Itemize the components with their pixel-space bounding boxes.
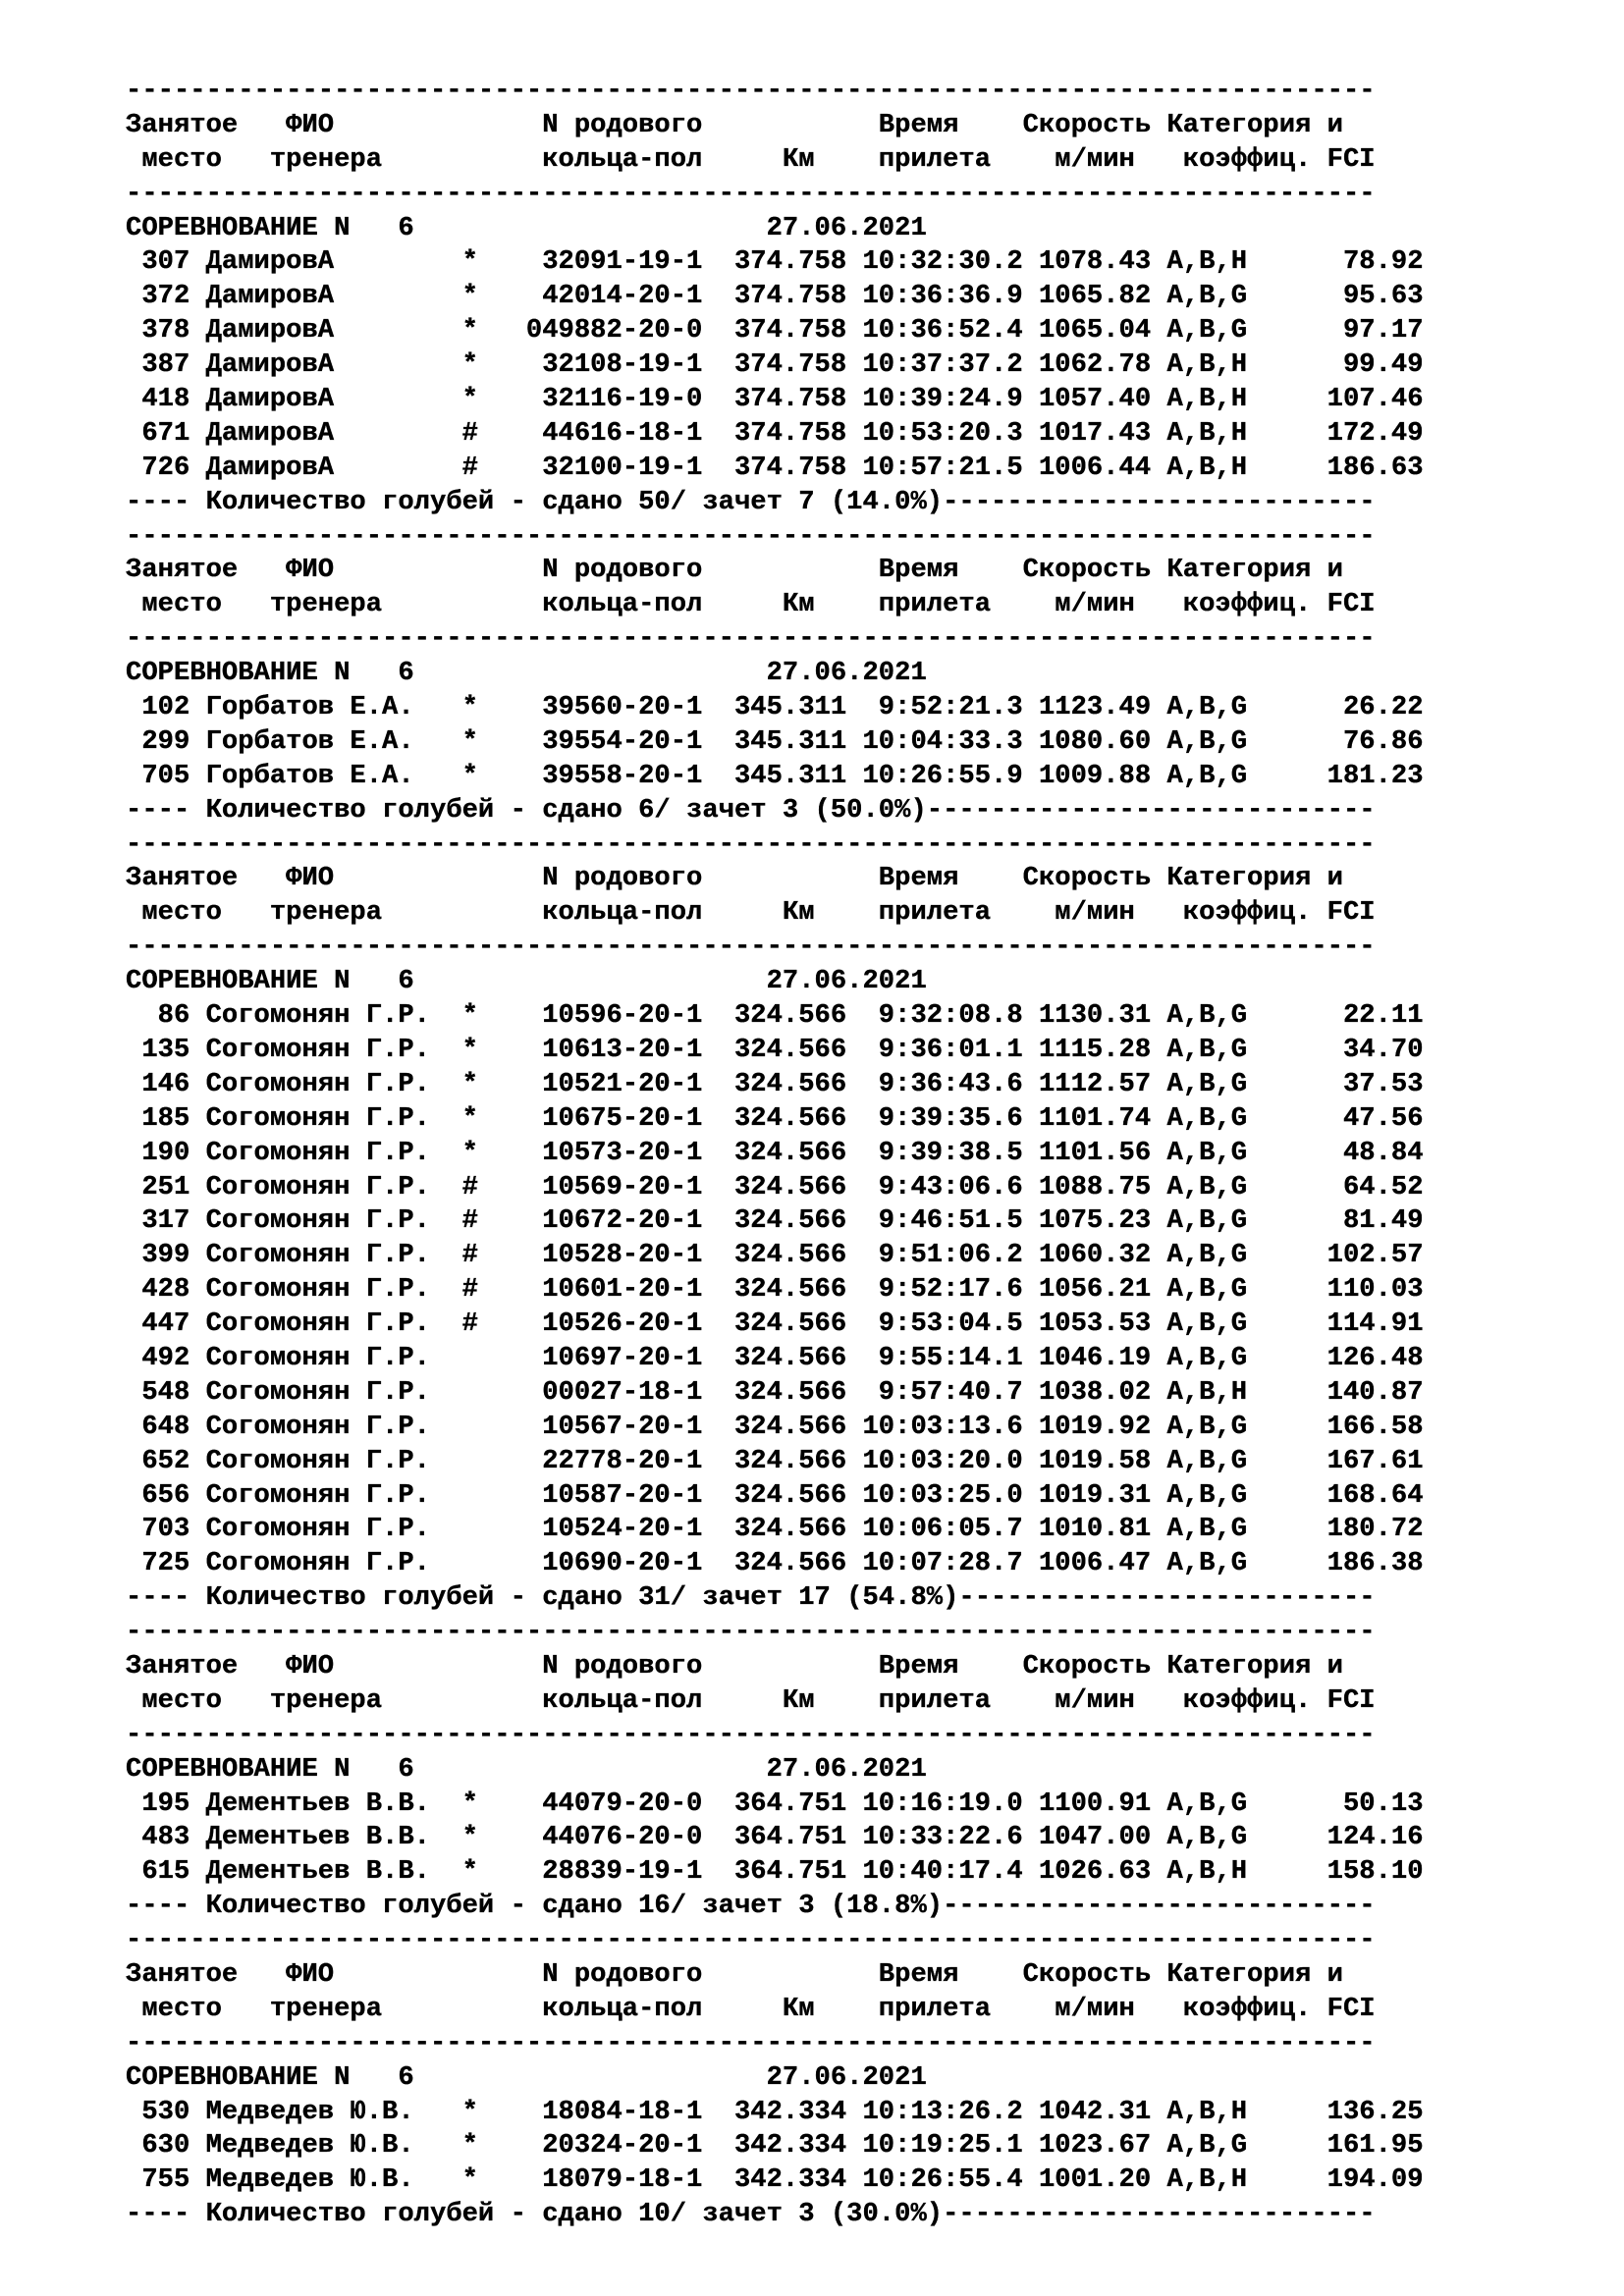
result-row: 372 ДамировА * 42014-20-1 374.758 10:36:36.9 1065.82 A,B,G 95.63 (126, 281, 1424, 312)
result-row: 548 Согомонян Г.Р. 00027-18-1 324.566 9:57:40.7 1038.02 A,B,H 140.87 (126, 1376, 1424, 1408)
result-row: 725 Согомонян Г.Р. 10690-20-1 324.566 10:07:28.7 1006.47 A,B,G 186.38 (126, 1548, 1424, 1579)
result-row: 492 Согомонян Г.Р. 10697-20-1 324.566 9:55:14.1 1046.19 A,B,G 126.48 (126, 1342, 1424, 1373)
column-header-line-2: место тренера кольца-пол Км прилета м/мин коэффиц. FCI (126, 1684, 1376, 1716)
result-row: 615 Дементьев В.В. * 28839-19-1 364.751 10:40:17.4 1026.63 A,B,H 158.10 (126, 1856, 1424, 1888)
result-row: 135 Согомонян Г.Р. * 10613-20-1 324.566 9:36:01.1 1115.28 A,B,G 34.70 (126, 1034, 1424, 1065)
rule-line: ------------------------------------------------------------------------------ (126, 1719, 1376, 1750)
column-header-line-2: место тренера кольца-пол Км прилета м/мин коэффиц. FCI (126, 1993, 1376, 2024)
result-row: 648 Согомонян Г.Р. 10567-20-1 324.566 10:03:13.6 1019.92 A,B,G 166.58 (126, 1411, 1424, 1442)
column-header-line-1: Занятое ФИО N родового Время Скорость Категория и (126, 109, 1343, 140)
result-row: 86 Согомонян Г.Р. * 10596-20-1 324.566 9:32:08.8 1130.31 A,B,G 22.11 (126, 1000, 1424, 1032)
column-header-line-1: Занятое ФИО N родового Время Скорость Категория и (126, 1958, 1343, 1990)
summary-line: ---- Количество голубей - сдано 6/ зачет 3 (50.0%)---------------------------- (126, 794, 1376, 826)
result-row: 755 Медведев Ю.В. * 18079-18-1 342.334 10:26:55.4 1001.20 A,B,H 194.09 (126, 2164, 1424, 2196)
result-row: 656 Согомонян Г.Р. 10587-20-1 324.566 10:03:25.0 1019.31 A,B,G 168.64 (126, 1479, 1424, 1511)
rule-line: ------------------------------------------------------------------------------ (126, 2027, 1376, 2058)
result-row: 299 Горбатов Е.А. * 39554-20-1 345.311 10:04:33.3 1080.60 A,B,G 76.86 (126, 725, 1424, 757)
summary-line: ---- Количество голубей - сдано 50/ зачет 7 (14.0%)--------------------------- (126, 486, 1376, 517)
competition-line: СОРЕВНОВАНИЕ N 6 27.06.2021 (126, 966, 927, 997)
summary-line: ---- Количество голубей - сдано 16/ зачет 3 (18.8%)--------------------------- (126, 1891, 1376, 1922)
rule-line: ------------------------------------------------------------------------------ (126, 520, 1376, 552)
result-row: 146 Согомонян Г.Р. * 10521-20-1 324.566 9:36:43.6 1112.57 A,B,G 37.53 (126, 1068, 1424, 1099)
result-row: 387 ДамировА * 32108-19-1 374.758 10:37:37.2 1062.78 A,B,H 99.49 (126, 349, 1424, 381)
column-header-line-1: Занятое ФИО N родового Время Скорость Категория и (126, 555, 1343, 586)
result-row: 195 Дементьев В.В. * 44079-20-0 364.751 10:16:19.0 1100.91 A,B,G 50.13 (126, 1788, 1424, 1819)
rule-line: ------------------------------------------------------------------------------ (126, 1617, 1376, 1648)
rule-line: ------------------------------------------------------------------------------ (126, 1925, 1376, 1956)
result-row: 428 Согомонян Г.Р. # 10601-20-1 324.566 9:52:17.6 1056.21 A,B,G 110.03 (126, 1274, 1424, 1306)
summary-line: ---- Количество голубей - сдано 10/ зачет 3 (30.0%)--------------------------- (126, 2199, 1376, 2230)
result-row: 418 ДамировА * 32116-19-0 374.758 10:39:24.9 1057.40 A,B,H 107.46 (126, 384, 1424, 415)
result-row: 317 Согомонян Г.Р. # 10672-20-1 324.566 9:46:51.5 1075.23 A,B,G 81.49 (126, 1205, 1424, 1237)
result-row: 102 Горбатов Е.А. * 39560-20-1 345.311 9:52:21.3 1123.49 A,B,G 26.22 (126, 692, 1424, 723)
result-row: 530 Медведев Ю.В. * 18084-18-1 342.334 10:13:26.2 1042.31 A,B,H 136.25 (126, 2096, 1424, 2127)
column-header-line-2: место тренера кольца-пол Км прилета м/мин коэффиц. FCI (126, 897, 1376, 929)
competition-line: СОРЕВНОВАНИЕ N 6 27.06.2021 (126, 2061, 927, 2093)
result-row: 726 ДамировА # 32100-19-1 374.758 10:57:21.5 1006.44 A,B,H 186.63 (126, 452, 1424, 483)
result-row: 307 ДамировА * 32091-19-1 374.758 10:32:30.2 1078.43 A,B,H 78.92 (126, 246, 1424, 278)
competition-line: СОРЕВНОВАНИЕ N 6 27.06.2021 (126, 1753, 927, 1785)
result-row: 251 Согомонян Г.Р. # 10569-20-1 324.566 9:43:06.6 1088.75 A,B,G 64.52 (126, 1171, 1424, 1202)
rule-line: ------------------------------------------------------------------------------ (126, 828, 1376, 860)
result-row: 630 Медведев Ю.В. * 20324-20-1 342.334 10:19:25.1 1023.67 A,B,G 161.95 (126, 2130, 1424, 2162)
result-row: 705 Горбатов Е.А. * 39558-20-1 345.311 10:26:55.9 1009.88 A,B,G 181.23 (126, 760, 1424, 791)
result-row: 447 Согомонян Г.Р. # 10526-20-1 324.566 9:53:04.5 1053.53 A,B,G 114.91 (126, 1308, 1424, 1340)
results-document (126, 75, 1424, 2232)
summary-line: ---- Количество голубей - сдано 31/ зачет 17 (54.8%)-------------------------- (126, 1582, 1376, 1614)
result-row: 185 Согомонян Г.Р. * 10675-20-1 324.566 9:39:35.6 1101.74 A,B,G 47.56 (126, 1102, 1424, 1134)
result-row: 483 Дементьев В.В. * 44076-20-0 364.751 10:33:22.6 1047.00 A,B,G 124.16 (126, 1822, 1424, 1853)
result-row: 671 ДамировА # 44616-18-1 374.758 10:53:20.3 1017.43 A,B,H 172.49 (126, 417, 1424, 449)
column-header-line-2: место тренера кольца-пол Км прилета м/мин коэффиц. FCI (126, 143, 1376, 175)
column-header-line-1: Занятое ФИО N родового Время Скорость Категория и (126, 1650, 1343, 1682)
result-row: 703 Согомонян Г.Р. 10524-20-1 324.566 10:06:05.7 1010.81 A,B,G 180.72 (126, 1514, 1424, 1545)
rule-line: ------------------------------------------------------------------------------ (126, 76, 1376, 106)
rule-line: ------------------------------------------------------------------------------ (126, 932, 1376, 963)
result-row: 378 ДамировА * 049882-20-0 374.758 10:36:52.4 1065.04 A,B,G 97.17 (126, 315, 1424, 347)
result-row: 399 Согомонян Г.Р. # 10528-20-1 324.566 9:51:06.2 1060.32 A,B,G 102.57 (126, 1240, 1424, 1271)
column-header-line-2: место тренера кольца-пол Км прилета м/мин коэффиц. FCI (126, 589, 1376, 620)
result-row: 652 Согомонян Г.Р. 22778-20-1 324.566 10:03:20.0 1019.58 A,B,G 167.61 (126, 1445, 1424, 1476)
result-row: 190 Согомонян Г.Р. * 10573-20-1 324.566 9:39:38.5 1101.56 A,B,G 48.84 (126, 1137, 1424, 1168)
competition-line: СОРЕВНОВАНИЕ N 6 27.06.2021 (126, 212, 927, 243)
rule-line: ------------------------------------------------------------------------------ (126, 623, 1376, 655)
column-header-line-1: Занятое ФИО N родового Время Скорость Категория и (126, 863, 1343, 894)
competition-line: СОРЕВНОВАНИЕ N 6 27.06.2021 (126, 658, 927, 689)
rule-line: ------------------------------------------------------------------------------ (126, 178, 1376, 209)
